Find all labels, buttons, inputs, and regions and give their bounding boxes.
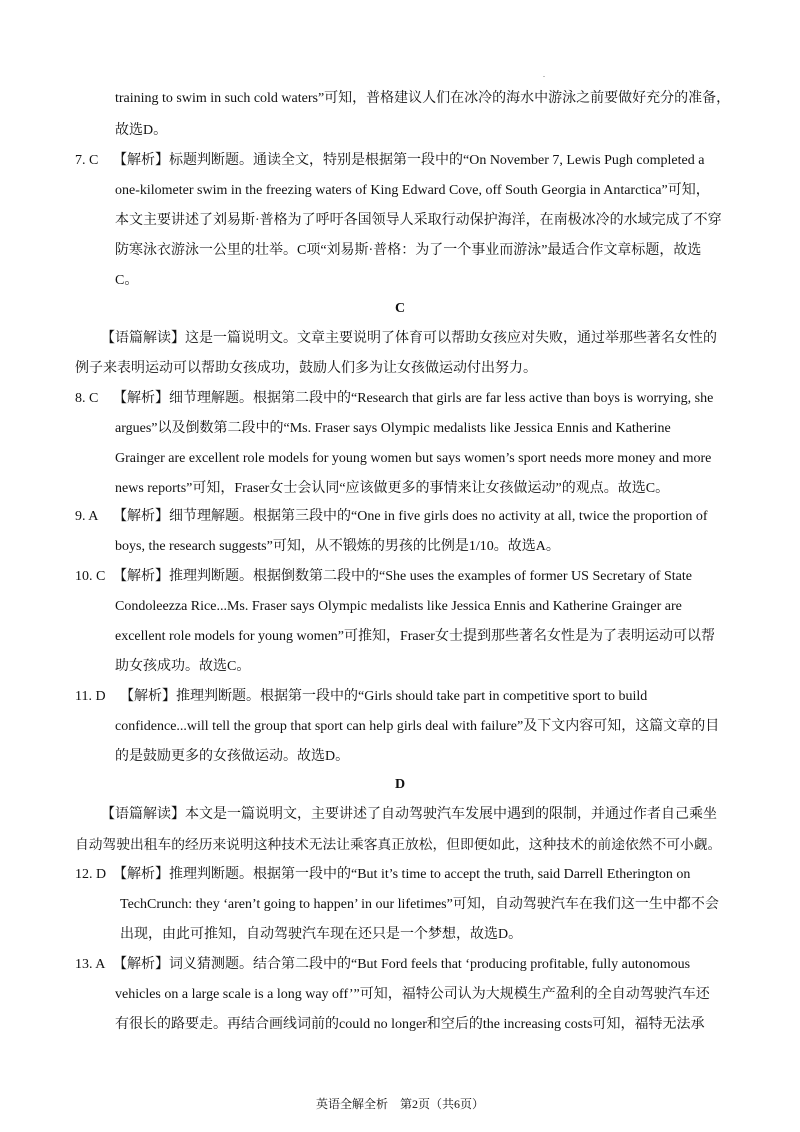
text-line: 【语篇解读】本文是一篇说明文，主要讲述了自动驾驶汽车发展中遇到的限制，并通过作者自己乘坐: [101, 807, 717, 822]
question-10-number: 10. C: [75, 569, 106, 584]
text-line: 【解析】标题判断题。通读全文，特别是根据第一段中的“On November 7, Lewis Pugh completed a: [113, 153, 705, 168]
text-line: confidence...will tell the group that sport can help girls deal with failure”及下文内容可知，这篇文章的目: [115, 719, 720, 734]
text-line: 【解析】推理判断题。根据倒数第二段中的“She uses the examples of former US Secretary of State: [113, 569, 692, 584]
question-12-number: 12. D: [75, 867, 107, 882]
text-line: TechCrunch: they ‘aren’t going to happen’ in our lifetimes”可知，自动驾驶汽车在我们这一生中都不会: [120, 897, 719, 912]
text-line: C。: [115, 273, 139, 288]
text-line: Grainger are excellent role models for young women but says women’s sport needs more money and more: [115, 451, 712, 466]
text-line: 防寒泳衣游泳一公里的壮举。C项“刘易斯·普格：为了一个事业而游泳”最适合作文章标题，故选: [115, 243, 702, 258]
text-line: 【解析】推理判断题。根据第一段中的“But it’s time to accept the truth, said Darrell Etherington on: [113, 867, 691, 882]
top-mark: .: [543, 70, 545, 79]
text-line: training to swim in such cold waters”可知，普格建议人们在冰冷的海水中游泳之前要做好充分的准备，: [115, 91, 731, 106]
text-line: 【解析】词义猜测题。结合第二段中的“But Ford feels that ‘producing profitable, fully autonomous: [113, 957, 691, 972]
section-heading-c: C: [394, 301, 406, 316]
text-line: excellent role models for young women”可推知，Fraser女士提到那些著名女性是为了表明运动可以帮: [115, 629, 715, 644]
text-line: argues”以及倒数第二段中的“Ms. Fraser says Olympic medalists like Jessica Ennis and Katherine: [115, 421, 671, 436]
text-line: 【语篇解读】这是一篇说明文。文章主要说明了体育可以帮助女孩应对失败，通过举那些著名女性的: [101, 331, 717, 346]
text-line: 出现，由此可推知，自动驾驶汽车现在还只是一个梦想，故选D。: [120, 927, 523, 942]
text-line: 本文主要讲述了刘易斯·普格为了呼吁各国领导人采取行动保护海洋，在南极冰冷的水域完成了不穿: [115, 213, 722, 228]
text-line: Condoleezza Rice...Ms. Fraser says Olympic medalists like Jessica Ennis and Katherine Grainger are: [115, 599, 682, 614]
page-footer: 英语全解全析 第2页（共6页）: [315, 1097, 484, 1111]
text-line: 【解析】细节理解题。根据第二段中的“Research that girls are far less active than boys is worrying, she: [113, 391, 714, 406]
text-line: 例子来表明运动可以帮助女孩成功，鼓励人们多为让女孩做运动付出努力。: [75, 361, 537, 376]
text-line: vehicles on a large scale is a long way off’”可知，福特公司认为大规模生产盈利的全自动驾驶汽车还: [115, 987, 710, 1002]
text-line: 自动驾驶出租车的经历来说明这种技术无法让乘客真正放松，但即便如此，这种技术的前途依然不可小觑。: [75, 837, 722, 852]
question-9-number: 9. A: [75, 509, 99, 524]
text-line: 【解析】细节理解题。根据第三段中的“One in five girls does no activity at all, twice the proportion of: [113, 509, 708, 524]
section-heading-d: D: [394, 777, 406, 792]
question-11-number: 11. D: [75, 689, 106, 704]
text-line: news reports”可知，Fraser女士会认同“应该做更多的事情来让女孩做运动”的观点。故选C。: [115, 481, 670, 496]
question-7-number: 7. C: [75, 153, 99, 168]
text-line: 的是鼓励更多的女孩做运动。故选D。: [115, 749, 350, 764]
text-line: boys, the research suggests”可知，从不锻炼的男孩的比例是1/10。故选A。: [115, 539, 560, 554]
text-line: 故选D。: [115, 123, 168, 138]
text-line: 助女孩成功。故选C。: [115, 659, 251, 674]
text-line: one-kilometer swim in the freezing waters of King Edward Cove, off South Georgia in Antarctica”可知，: [115, 183, 710, 198]
question-13-number: 13. A: [75, 957, 106, 972]
question-8-number: 8. C: [75, 391, 99, 406]
text-line: 【解析】推理判断题。根据第一段中的“Girls should take part in competitive sport to build: [120, 689, 648, 704]
text-line: 有很长的路要走。再结合画线词前的could no longer和空后的the increasing costs可知，福特无法承: [115, 1017, 705, 1032]
